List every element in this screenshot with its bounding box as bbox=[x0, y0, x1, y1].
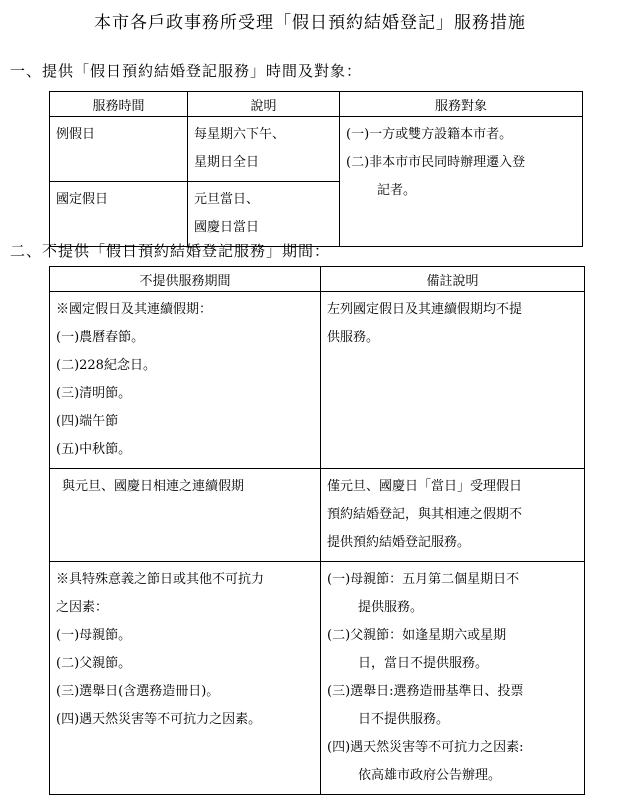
service-time-cell bbox=[50, 182, 188, 247]
header-remarks: 備註說明 bbox=[321, 267, 585, 292]
remarks-line: 提供服務。 bbox=[358, 600, 424, 615]
target-line: (一)一方或雙方設籍本市者。 bbox=[346, 127, 513, 142]
table-header-row bbox=[50, 92, 583, 117]
section-1-heading: 一、提供「假日預約結婚登記服務」時間及對象： bbox=[10, 62, 363, 80]
remarks-line: 供服務。 bbox=[327, 330, 380, 345]
period-line: (一)農曆春節。 bbox=[56, 330, 145, 345]
period-line: (二)父親節。 bbox=[56, 656, 132, 671]
period-line: 與元旦、國慶日相連之連續假期 bbox=[62, 479, 245, 494]
description-line: 國慶日當日 bbox=[194, 220, 260, 235]
service-time-label: 國定假日 bbox=[56, 192, 109, 207]
period-line: (一)母親節。 bbox=[56, 628, 132, 643]
header-no-service-period: 不提供服務期間 bbox=[50, 267, 321, 292]
period-line: ※國定假日及其連續假期： bbox=[56, 302, 213, 317]
remarks-cell bbox=[321, 292, 585, 469]
remarks-line: 僅元旦、國慶日「當日」受理假日 bbox=[327, 479, 523, 494]
service-time-table bbox=[49, 91, 583, 247]
remarks-line: 日不提供服務。 bbox=[358, 712, 450, 727]
period-line: 之因素： bbox=[56, 600, 109, 615]
service-target-cell bbox=[340, 117, 583, 247]
remarks-line: (二)父親節：如逢星期六或星期 bbox=[327, 628, 507, 643]
remarks-line: (四)遇天然災害等不可抗力之因素: bbox=[327, 740, 524, 755]
remarks-cell bbox=[321, 562, 585, 795]
header-service-target: 服務對象 bbox=[340, 92, 583, 117]
period-cell bbox=[50, 562, 321, 795]
period-line: (三)選舉日(含選務造冊日)。 bbox=[56, 684, 220, 699]
remarks-line: 提供預約結婚登記服務。 bbox=[327, 535, 471, 550]
document-title: 本市各戶政事務所受理「假日預約結婚登記」服務措施 bbox=[94, 13, 526, 33]
header-description: 說明 bbox=[188, 92, 340, 117]
description-cell bbox=[188, 117, 340, 182]
table-row bbox=[50, 562, 585, 795]
remarks-cell bbox=[321, 469, 585, 562]
period-line: (四)端午節 bbox=[56, 414, 119, 429]
service-time-label: 例假日 bbox=[56, 127, 96, 142]
period-line: (三)清明節。 bbox=[56, 386, 132, 401]
target-line: 記者。 bbox=[377, 183, 417, 198]
service-time-cell bbox=[50, 117, 188, 182]
period-line: (五)中秋節。 bbox=[56, 442, 132, 457]
target-line: (二)非本市市民同時辦理遷入登 bbox=[346, 155, 526, 170]
remarks-line: (一)母親節：五月第二個星期日不 bbox=[327, 572, 520, 587]
remarks-line: (三)選舉日:選務造冊基準日、投票 bbox=[327, 684, 524, 699]
table-row bbox=[50, 469, 585, 562]
period-line: (二)228紀念日。 bbox=[56, 358, 156, 373]
period-line: ※具特殊意義之節日或其他不可抗力 bbox=[56, 572, 265, 587]
period-cell bbox=[50, 292, 321, 469]
table-row bbox=[50, 292, 585, 469]
period-line: (四)遇天然災害等不可抗力之因素。 bbox=[56, 712, 262, 727]
remarks-line: 日，當日不提供服務。 bbox=[358, 656, 489, 671]
description-line: 每星期六下午、 bbox=[194, 127, 286, 142]
no-service-period-table bbox=[49, 266, 585, 795]
period-cell bbox=[50, 469, 321, 562]
description-line: 星期日全日 bbox=[194, 155, 260, 170]
description-cell bbox=[188, 182, 340, 247]
remarks-line: 左列國定假日及其連續假期均不提 bbox=[327, 302, 523, 317]
remarks-line: 預約結婚登記，與其相連之假期不 bbox=[327, 507, 523, 522]
table-row bbox=[50, 117, 583, 182]
description-line: 元旦當日、 bbox=[194, 192, 260, 207]
header-service-time: 服務時間 bbox=[50, 92, 188, 117]
remarks-line: 依高雄市政府公告辦理。 bbox=[358, 768, 502, 783]
section-2-heading: 二、不提供「假日預約結婚登記服務」期間： bbox=[10, 242, 331, 260]
table-header-row bbox=[50, 267, 585, 292]
